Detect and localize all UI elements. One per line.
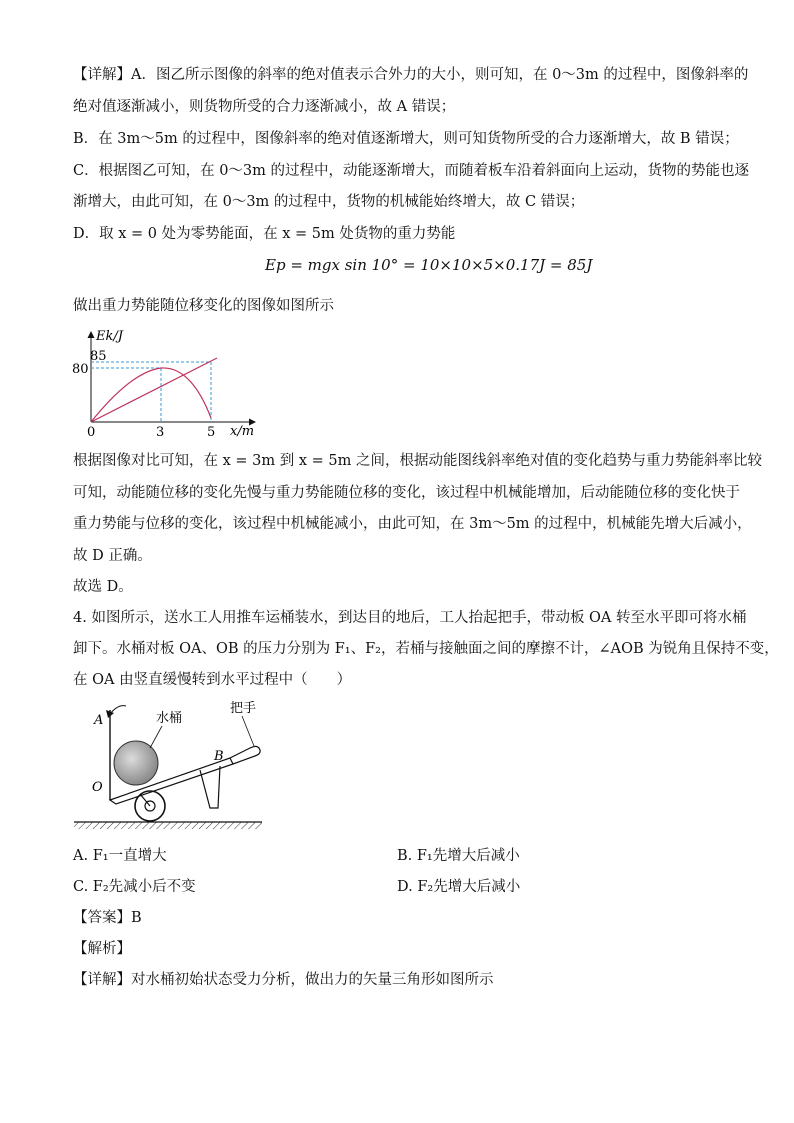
- label-a: A: [94, 713, 104, 728]
- graph-tick-80: 80: [72, 362, 89, 377]
- graph-x-label: x/m: [230, 424, 255, 438]
- graph-y-label: Ek/J: [96, 329, 123, 344]
- text-line-2: 绝对值逐渐减小，则货物所受的合力逐渐减小，故 A 错误；: [73, 99, 456, 115]
- kinetic-energy-curve: [91, 368, 211, 422]
- energy-graph: [60, 326, 260, 438]
- handle-label: 把手: [230, 701, 257, 716]
- option-c: C. F₂先减小后不变: [73, 879, 196, 895]
- text-line-4: C．根据图乙可知，在 0～3m 的过程中，动能逐渐增大，而随着板车沿着斜面向上运动，货物的势能也逐: [73, 163, 750, 179]
- graph-tick-3: 3: [156, 425, 165, 438]
- ground-hatch: [74, 822, 262, 829]
- text-line-12: 故选 D。: [73, 579, 133, 595]
- bucket-pointer: [150, 726, 162, 748]
- label-b: B: [214, 749, 224, 764]
- question-4-line-1: 4. 如图所示，送水工人用推车运桶装水，到达目的地后，工人抬起把手，带动板 OA 转至水平即可将水桶: [73, 610, 747, 626]
- text-line-3: B．在 3m～5m 的过程中，图像斜率的绝对值逐渐增大，则可知货物所受的合力逐渐增大，故 B 错误；: [73, 131, 739, 147]
- analysis-line: 【解析】: [73, 941, 131, 957]
- graph-tick-5: 5: [207, 425, 216, 438]
- text-line-5: 渐增大，由此可知，在 0～3m 的过程中，货物的机械能始终增大，故 C 错误；: [73, 194, 585, 210]
- text-line-8: 根据图像对比可知，在 x = 3m 到 x = 5m 之间，根据动能图线斜率绝对值的变化趋势与重力势能斜率比较: [73, 453, 762, 469]
- bucket-label: 水桶: [156, 711, 183, 726]
- answer-line: 【答案】B: [73, 910, 142, 926]
- label-o: O: [92, 780, 103, 795]
- question-4-line-2: 卸下。水桶对板 OA、OB 的压力分别为 F₁、F₂，若桶与接触面之间的摩擦不计，∠AOB 为锐角且保持不变，: [73, 641, 779, 657]
- text-line-1: 【详解】A．图乙所示图像的斜率的绝对值表示合外力的大小，则可知，在 0～3m 的过程中，图像斜率的: [73, 67, 749, 83]
- option-b: B. F₁先增大后减小: [397, 848, 520, 864]
- text-line-11: 故 D 正确。: [73, 548, 152, 564]
- text-line-10: 重力势能与位移的变化，该过程中机械能减小，由此可知，在 3m～5m 的过程中，机械能先增大后减小，: [73, 516, 752, 532]
- graph-tick-0: 0: [87, 425, 96, 438]
- potential-energy-formula: Ep = mgx sin 10° = 10×10×5×0.17J = 85J: [265, 256, 593, 274]
- handle-bar: [230, 746, 260, 764]
- option-d: D. F₂先增大后减小: [397, 879, 521, 895]
- graph-tick-85: 85: [90, 349, 107, 364]
- handle-pointer: [242, 716, 254, 746]
- text-line-6: D．取 x = 0 处为零势能面，在 x = 5m 处货物的重力势能: [73, 226, 456, 242]
- detail-line: 【详解】对水桶初始状态受力分析，做出力的矢量三角形如图所示: [73, 972, 494, 988]
- cart-figure: [70, 696, 270, 836]
- text-line-7: 做出重力势能随位移变化的图像如图所示: [73, 298, 334, 314]
- question-4-line-3: 在 OA 由竖直缓慢转到水平过程中（ ）: [73, 672, 352, 688]
- option-a: A. F₁一直增大: [73, 848, 167, 864]
- bucket: [114, 741, 158, 785]
- text-line-9: 可知，动能随位移的变化先慢与重力势能随位移的变化，该过程中机械能增加，后动能随位移的变化快于: [73, 485, 740, 501]
